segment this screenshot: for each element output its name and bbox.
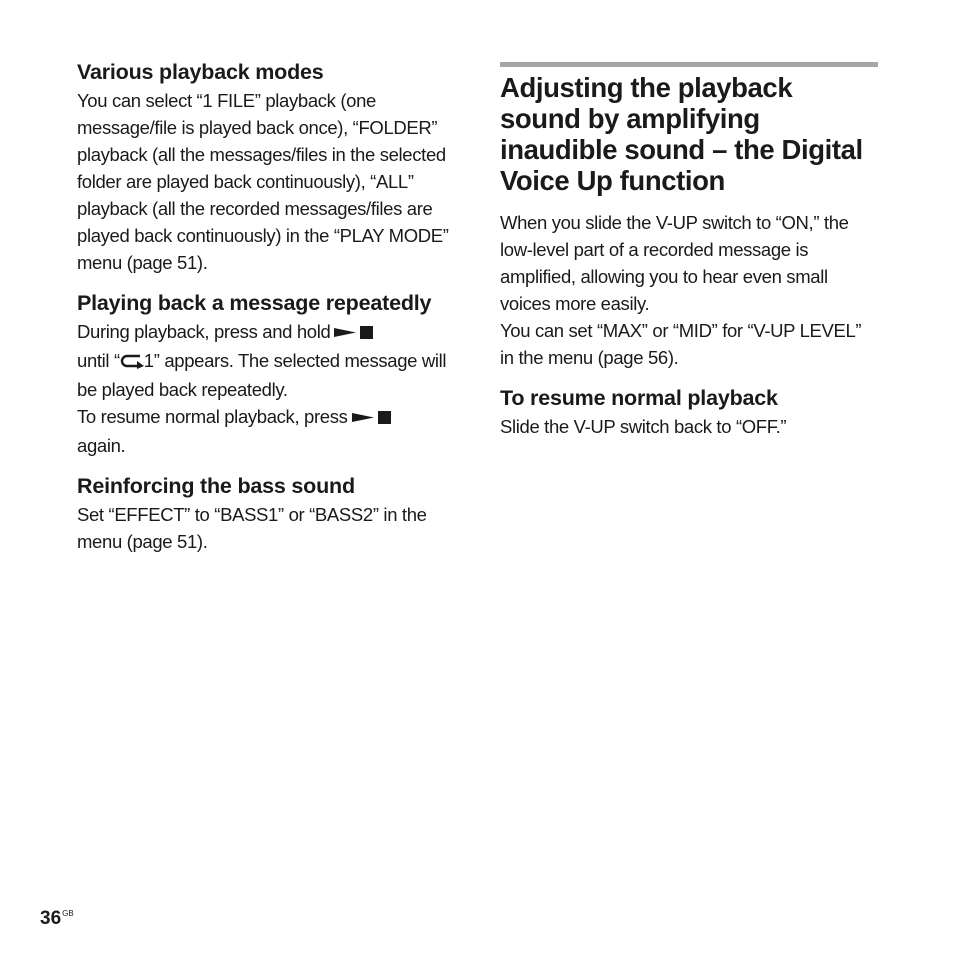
repeat-icon: [120, 349, 144, 376]
text-bass: Set “EFFECT” to “BASS1” or “BASS2” in the menu (page 51).: [77, 504, 427, 552]
section-title: Adjusting the playback sound by amplifying inaudible sound – the Digital Voice Up function: [500, 72, 863, 196]
left-column: [77, 58, 462, 568]
section-playback-modes: [77, 58, 462, 276]
section-bass: [77, 472, 462, 555]
heading-bass: Reinforcing the bass sound: [77, 474, 355, 498]
page-number-suffix: GB: [62, 909, 74, 918]
text-repeat-2: until “: [77, 350, 120, 371]
heading-playback-modes: Various playback modes: [77, 60, 324, 84]
right-column: [500, 62, 878, 440]
page-number-value: 36: [40, 908, 62, 929]
text-repeat-5: again.: [77, 435, 126, 456]
play-stop-icon: [352, 405, 396, 432]
heading-repeat: Playing back a message repeatedly: [77, 291, 432, 315]
section-rule: [500, 62, 878, 67]
text-repeat: [77, 318, 462, 459]
heading-resume: To resume normal playback: [500, 386, 778, 410]
text-repeat-1: During playback, press and hold: [77, 321, 331, 342]
text-vup-2: You can set “MAX” or “MID” for “V-UP LEVEL” in the menu (page 56).: [500, 320, 862, 368]
play-stop-icon: [334, 320, 378, 347]
page-number: [40, 908, 74, 930]
text-playback-modes: You can select “1 FILE” playback (one message/file is played back once), “FOLDER” playback (all the messages/files in the selected folder are played back continuously), “ALL” playback (all the recorded messages/files are played back continuously) in the “PLAY MODE” menu (page 51).: [77, 90, 449, 273]
text-vup-1: When you slide the V-UP switch to “ON,” the low-level part of a recorded message is amplified, allowing you to hear even small voices more easily.: [500, 212, 849, 314]
text-resume: Slide the V-UP switch back to “OFF.”: [500, 416, 787, 437]
text-repeat-4: To resume normal playback, press: [77, 406, 348, 427]
text-repeat-3: 1” appears. The selected message will be played back repeatedly.: [77, 350, 447, 400]
section-repeat: [77, 289, 462, 459]
